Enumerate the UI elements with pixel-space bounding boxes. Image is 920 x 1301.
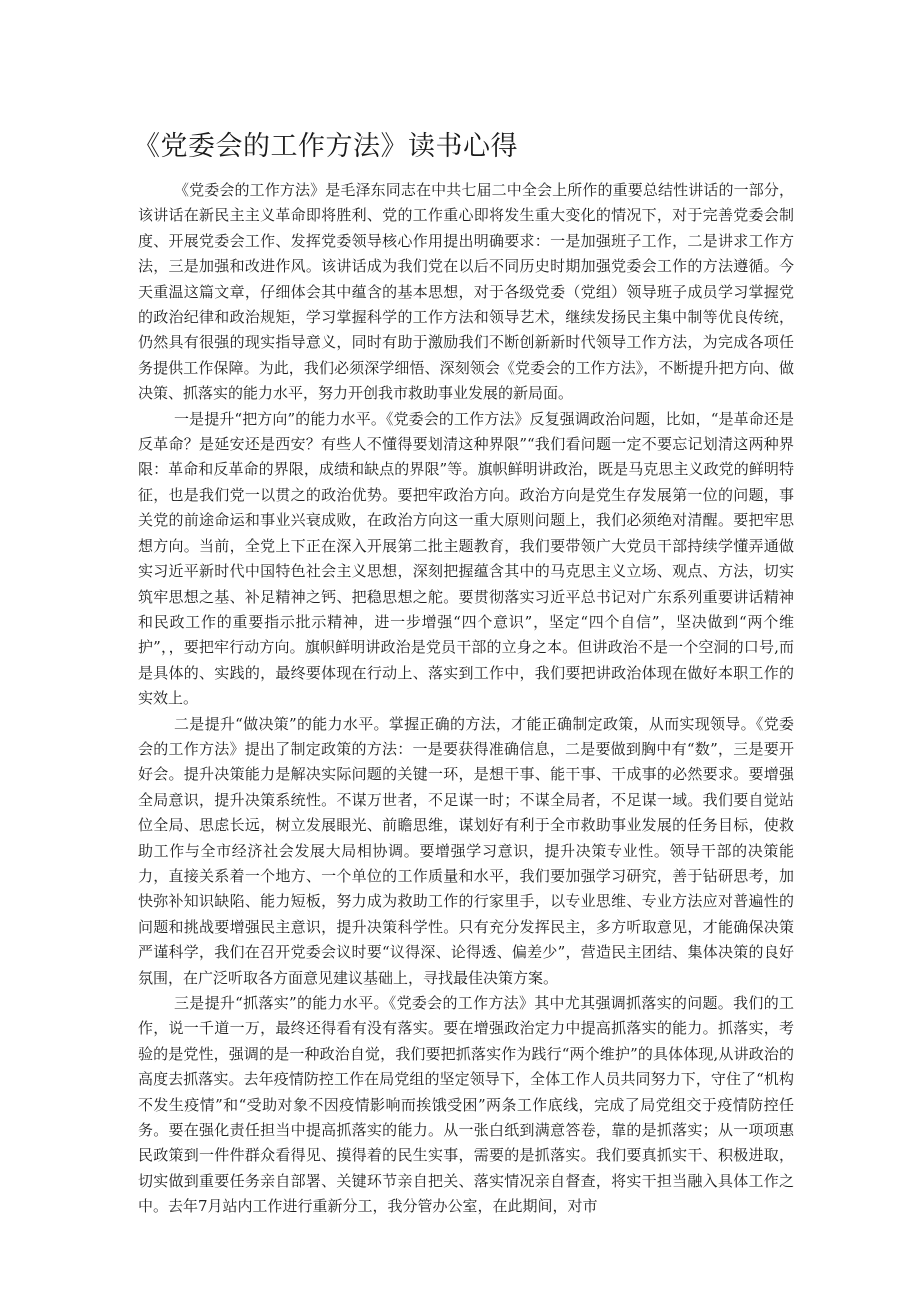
document-body — [138, 178, 794, 1220]
paragraph-implementation: 三是提升“抓落实”的能力水平。《党委会的工作方法》其中尤其强调抓落实的问题。我们的工作，说一千道一万，最终还得看有没有落实。要在增强政治定力中提高抓落实的能力。抓落实，考验的是党性，强调的是一种政治自觉，我们要把抓落实作为践行“两个维护”的具体体现,从讲政治的高度去抓落实。去年疫情防控工作在局党组的坚定领导下，全体工作人员共同努力下，守住了“机构不发生疫情”和“受助对象不因疫情影响而挨饿受困”两条工作底线，完成了局党组交于疫情防控任务。要在强化责任担当中提高抓落实的能力。从一张白纸到满意答卷，靠的是抓落实；从一项项惠民政策到一件件群众看得见、摸得着的民生实事，需要的是抓落实。我们要真抓实干、积极进取，切实做到重要任务亲自部署、关键环节亲自把关、落实情况亲自督查，将实干担当融入具体工作之中。去年7月站内工作进行重新分工，我分管办公室，在此期间，对市 — [138, 994, 794, 1216]
paragraph-decision: 二是提升“做决策”的能力水平。掌握正确的方法，才能正确制定政策，从而实现领导。《党委会的工作方法》提出了制定政策的方法：一是要获得准确信息，二是要做到胸中有“数”，三是要开好会。提升决策能力是解决实际问题的关键一环，是想干事、能干事、干成事的必然要求。要增强全局意识，提升决策系统性。不谋万世者，不足谋一时；不谋全局者，不足谋一域。我们要自觉站位全局、思虑长远，树立发展眼光、前瞻思维，谋划好有利于全市救助事业发展的任务目标，使救助工作与全市经济社会发展大局相协调。要增强学习意识，提升决策专业性。领导干部的决策能力，直接关系着一个地方、一个单位的工作质量和水平，我们要加强学习研究，善于钻研思考，加快弥补知识缺陷、能力短板，努力成为救助工作的行家里手，以专业思维、专业方法应对普遍性的问题和挑战要增强民主意识，提升决策科学性。只有充分发挥民主，多方听取意见，才能确保决策严谨科学，我们在召开党委会议时要“议得深、论得透、偏差少”，营造民主团结、集体决策的良好氛围，在广泛听取各方面意见建议基础上，寻找最佳决策方案。 — [138, 714, 794, 987]
document-title: 《党委会的工作方法》读书心得 — [133, 131, 518, 162]
paragraph-intro: 《党委会的工作方法》是毛泽东同志在中共七届二中全会上所作的重要总结性讲话的一部分，该讲话在新民主主义革命即将胜利、党的工作重心即将发生重大变化的情况下，对于完善党委会制度、开展党委会工作、发挥党委领导核心作用提出明确要求：一是加强班子工作，二是讲求工作方法，三是加强和改进作风。该讲话成为我们党在以后不同历史时期加强党委会工作的方法遵循。今天重温这篇文章，仔细体会其中蕴含的基本思想，对于各级党委（党组）领导班子成员学习掌握党的政治纪律和政治规矩，学习掌握科学的工作方法和领导艺术，继续发扬民主集中制等优良传统，仍然具有很强的现实指导意义，同时有助于激励我们不断创新新时代领导工作方法，为完成各项任务提供工作保障。为此，我们必须深学细悟、深刻领会《党委会的工作方法》，不断提升把方向、做决策、抓落实的能力水平，努力开创我市救助事业发展的新局面。 — [138, 181, 794, 403]
paragraph-direction: 一是提升“把方向”的能力水平。《党委会的工作方法》反复强调政治问题，比如，“是革命还是反革命？是延安还是西安？有些人不懂得要划清这种界限”“我们看问题一定不要忘记划清这两种界限：革命和反革命的界限，成绩和缺点的界限”等。旗帜鲜明讲政治，既是马克思主义政党的鲜明特征，也是我们党一以贯之的政治优势。要把牢政治方向。政治方向是党生存发展第一位的问题，事关党的前途命运和事业兴衰成败，在政治方向这一重大原则问题上，我们必须绝对清醒。要把牢思想方向。当前，全党上下正在深入开展第二批主题教育，我们要带领广大党员干部持续学懂弄通做实习近平新时代中国特色社会主义思想，深刻把握蕴含其中的马克思主义立场、观点、方法，切实筑牢思想之基、补足精神之钙、把稳思想之舵。要贯彻落实习近平总书记对广东系列重要讲话精神和民政工作的重要指示批示精神，进一步增强“四个意识”，坚定“四个自信”，坚决做到“两个维护”，，要把牢行动方向。旗帜鲜明讲政治是党员干部的立身之本。但讲政治不是一个空洞的口号,而是具体的、实践的，最终要体现在行动上、落实到工作中，我们要把讲政治体现在做好本职工作的实效上。 — [138, 409, 794, 708]
